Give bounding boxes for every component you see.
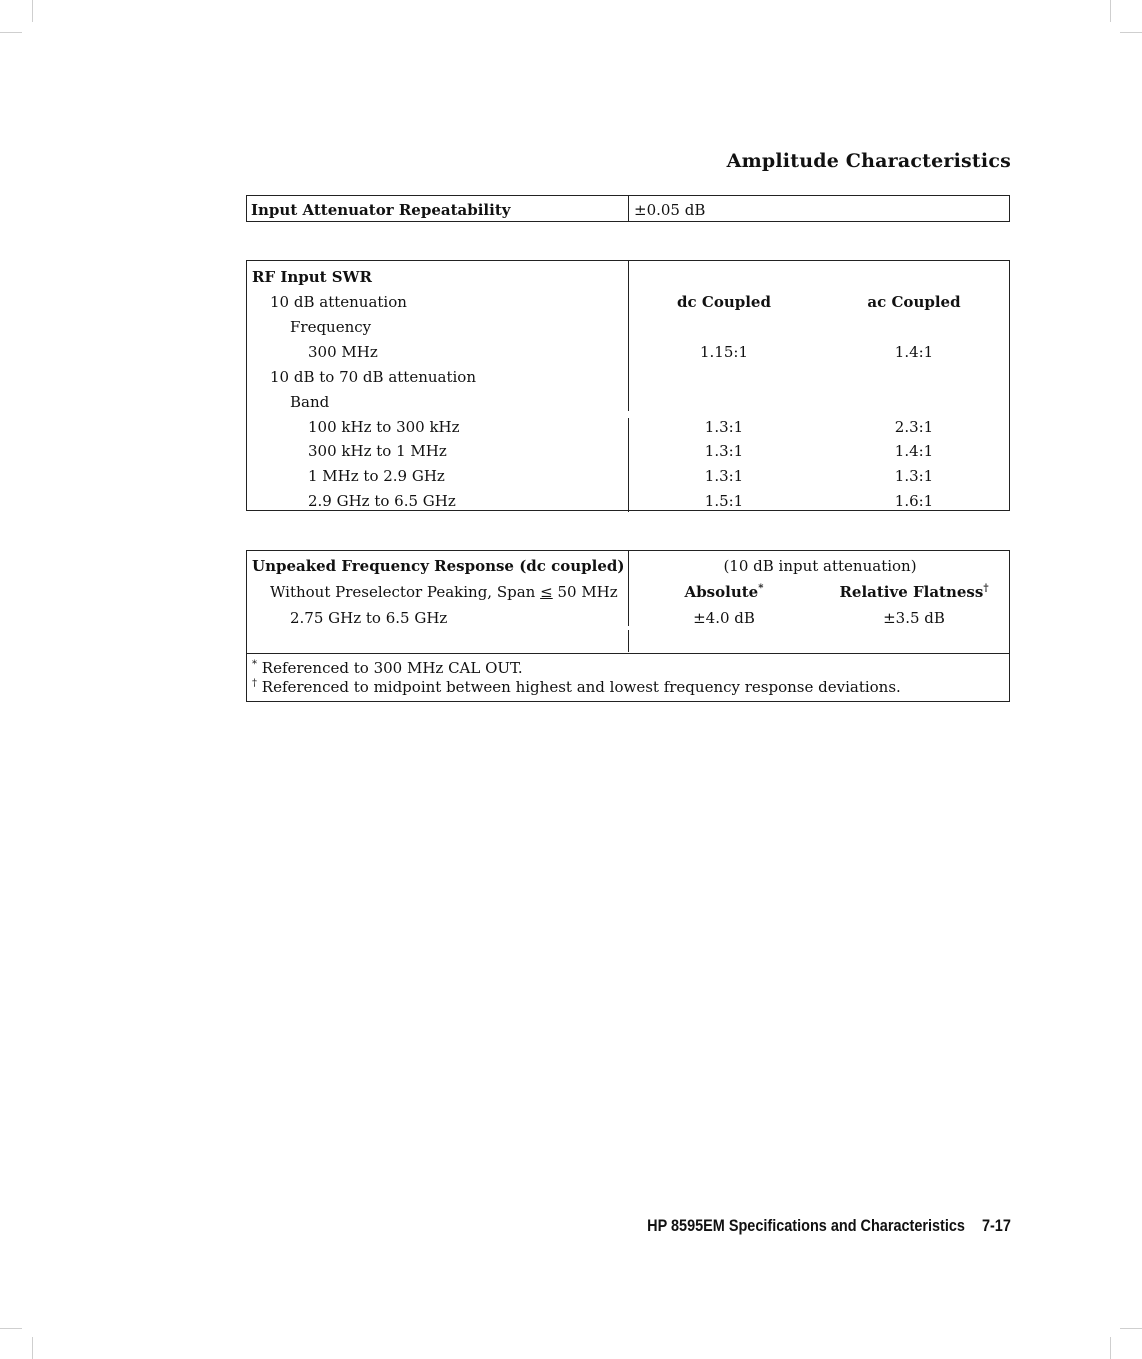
absolute-value: ±4.0 dB	[693, 609, 755, 627]
swr-row-label: Band	[290, 393, 330, 411]
relative-value: ±3.5 dB	[883, 609, 945, 627]
footnote: † Referenced to midpoint between highest and lowest frequency response deviations.	[252, 678, 901, 696]
crop-mark	[1120, 32, 1142, 33]
page-number: 7-17	[982, 1216, 1011, 1235]
column-divider	[628, 418, 629, 512]
swr-ac-value: 1.6:1	[894, 492, 934, 510]
swr-title: RF Input SWR	[252, 268, 372, 286]
swr-ac-value: 1.3:1	[894, 467, 934, 485]
column-divider	[628, 630, 629, 652]
crop-mark	[1110, 0, 1111, 22]
page-footer	[647, 1216, 1011, 1236]
swr-row-label: 100 kHz to 300 kHz	[308, 418, 460, 436]
preselector-row-label: Without Preselector Peaking, Span ≤ 50 MHz	[270, 583, 618, 601]
crop-mark	[1110, 1337, 1111, 1359]
column-divider	[628, 551, 629, 626]
crop-mark	[32, 0, 33, 22]
swr-ac-value: 1.4:1	[894, 442, 934, 460]
relative-flatness-header: Relative Flatness†	[839, 583, 989, 601]
footer-title: HP 8595EM Specifications and Characteristics	[647, 1216, 966, 1235]
dc-coupled-header: dc Coupled	[677, 293, 771, 311]
crop-mark	[0, 1328, 22, 1329]
crop-mark	[32, 1337, 33, 1359]
swr-row-label: 1 MHz to 2.9 GHz	[308, 467, 445, 485]
swr-dc-value: 1.3:1	[704, 418, 744, 436]
freq-response-condition: (10 dB input attenuation)	[723, 557, 917, 575]
swr-dc-value: 1.3:1	[704, 467, 744, 485]
attenuator-repeatability-table	[246, 195, 1010, 222]
attenuator-value: ±0.05 dB	[634, 201, 706, 219]
absolute-header: Absolute*	[684, 583, 764, 601]
freq-response-title: Unpeaked Frequency Response (dc coupled)	[252, 557, 625, 575]
swr-dc-value: 1.15:1	[700, 343, 748, 361]
swr-row-label: 300 kHz to 1 MHz	[308, 442, 447, 460]
swr-dc-value: 1.3:1	[704, 442, 744, 460]
rf-input-swr-table	[246, 260, 1010, 511]
section-title: Amplitude Characteristics	[726, 150, 1011, 172]
swr-ac-value: 2.3:1	[894, 418, 934, 436]
swr-row-label: 10 dB attenuation	[270, 293, 407, 311]
crop-mark	[0, 32, 22, 33]
crop-mark	[1120, 1328, 1142, 1329]
swr-dc-value: 1.5:1	[704, 492, 744, 510]
less-equal-symbol: ≤	[540, 583, 553, 601]
swr-row-label: Frequency	[290, 318, 372, 336]
frequency-response-table	[246, 550, 1010, 702]
column-divider	[628, 196, 629, 221]
swr-row-label: 300 MHz	[308, 343, 378, 361]
column-divider	[628, 261, 629, 411]
swr-row-label: 10 dB to 70 dB attenuation	[270, 368, 476, 386]
footnote: * Referenced to 300 MHz CAL OUT.	[252, 659, 523, 677]
swr-ac-value: 1.4:1	[894, 343, 934, 361]
ac-coupled-header: ac Coupled	[867, 293, 961, 311]
attenuator-label: Input Attenuator Repeatability	[251, 201, 511, 219]
range-label: 2.75 GHz to 6.5 GHz	[290, 609, 448, 627]
footnote-divider	[247, 653, 1009, 654]
swr-row-label: 2.9 GHz to 6.5 GHz	[308, 492, 456, 510]
